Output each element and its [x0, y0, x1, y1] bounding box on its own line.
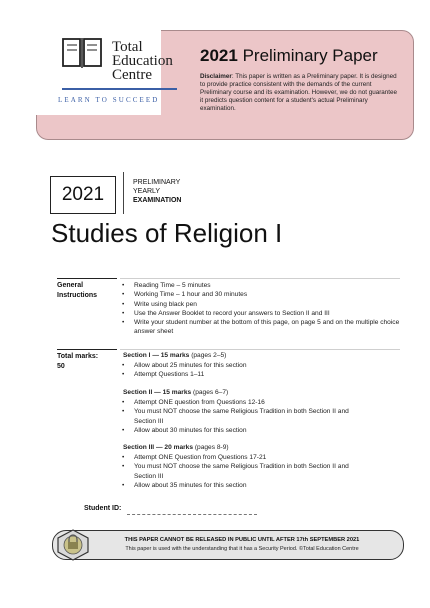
section-3-list	[120, 453, 350, 490]
footer-security-notice: This paper is used with the understanding that it has a Security Period. ©Total Education Centre	[125, 546, 359, 552]
logo-line-1: Total	[112, 39, 143, 55]
security-footer	[52, 530, 404, 560]
general-label-2: Instructions	[57, 292, 98, 299]
list-item: • Allow about 35 minutes for this section	[120, 481, 350, 490]
section-2-list	[120, 398, 350, 435]
text-rule	[120, 349, 400, 350]
general-label-1: General	[57, 282, 84, 289]
list-item: • Write using black pen	[120, 300, 405, 309]
logo-rule	[62, 88, 177, 90]
student-id-field[interactable]	[127, 514, 257, 515]
label-rule	[57, 278, 117, 279]
disclaimer	[200, 73, 400, 113]
logo-wordmark	[112, 40, 173, 82]
list-item: • Use the Answer Booklet to record your answers to Section II and III	[120, 309, 405, 318]
tec-logo	[28, 10, 173, 115]
section-1-pages: (pages 2–5)	[189, 352, 227, 359]
section-2-name: Section II	[123, 389, 153, 396]
total-label-1: Total marks:	[57, 353, 99, 360]
year-box: 2021	[50, 176, 116, 214]
year-divider	[123, 172, 124, 214]
security-badge-icon	[56, 529, 90, 561]
paper-year: 2021	[200, 46, 238, 65]
list-item: • Working Time – 1 hour and 30 minutes	[120, 290, 405, 299]
section-2-pages: (pages 6–7)	[191, 389, 229, 396]
list-item: • You must NOT choose the same Religious Tradition in both Section II and Section III	[120, 462, 350, 481]
list-item: • Attempt ONE Question from Questions 17-21	[120, 453, 350, 462]
list-item: • Allow about 30 minutes for this section	[120, 426, 350, 435]
paper-label: Preliminary Paper	[242, 46, 378, 65]
section-2-marks: 15 marks	[162, 389, 192, 396]
general-instructions-list	[120, 281, 405, 337]
list-item: • Reading Time – 5 minutes	[120, 281, 405, 290]
section-2-heading	[123, 389, 228, 396]
general-instructions-label	[57, 281, 97, 301]
logo-tagline: LEARN TO SUCCEED	[58, 96, 160, 104]
section-3-pages: (pages 8-9)	[193, 444, 229, 451]
paper-title	[200, 46, 378, 66]
section-1-name: Section I	[123, 352, 151, 359]
section-3-name: Section III	[123, 444, 155, 451]
section-1-sep: —	[150, 352, 161, 359]
section-3-heading	[123, 444, 229, 451]
exam-line-2: YEARLY	[133, 188, 161, 195]
label-rule	[57, 349, 117, 350]
exam-line-1: PRELIMINARY	[133, 179, 181, 186]
logo-line-2: Education	[112, 53, 173, 69]
section-2-sep: —	[152, 389, 163, 396]
list-item: • Write your student number at the bottom of this page, on page 5 and on the multiple choice answer sheet	[120, 318, 405, 337]
disclaimer-label: Disclaimer	[200, 73, 232, 80]
exam-type	[133, 178, 181, 205]
section-1-marks: 15 marks	[160, 352, 190, 359]
total-marks-label	[57, 352, 98, 372]
list-item: • Attempt ONE question from Questions 12-16	[120, 398, 350, 407]
subject-title: Studies of Religion I	[51, 218, 283, 248]
total-label-2: 50	[57, 363, 65, 370]
open-book-icon	[62, 36, 102, 70]
section-1-heading	[123, 352, 226, 359]
section-1-list	[120, 361, 400, 380]
disclaimer-text: : This paper is written as a Preliminary paper. It is designed to provide practice consistent with the demands of the current Preliminary course and its examination. However, we do not guarantee it predicts question content for a student's actual Preliminary examination.	[200, 73, 398, 112]
exam-line-3: EXAMINATION	[133, 197, 182, 204]
text-rule	[120, 278, 400, 279]
section-3-sep: —	[154, 444, 165, 451]
logo-line-3: Centre	[112, 67, 152, 83]
section-3-marks: 20 marks	[164, 444, 194, 451]
list-item: • You must NOT choose the same Religious Tradition in both Section II and Section III	[120, 407, 350, 426]
list-item: • Attempt Questions 1–11	[120, 370, 400, 379]
footer-release-notice: THIS PAPER CANNOT BE RELEASED IN PUBLIC UNTIL AFTER 17th SEPTEMBER 2021	[124, 537, 360, 543]
student-id-label: Student ID:	[84, 505, 122, 512]
list-item: • Allow about 25 minutes for this section	[120, 361, 400, 370]
